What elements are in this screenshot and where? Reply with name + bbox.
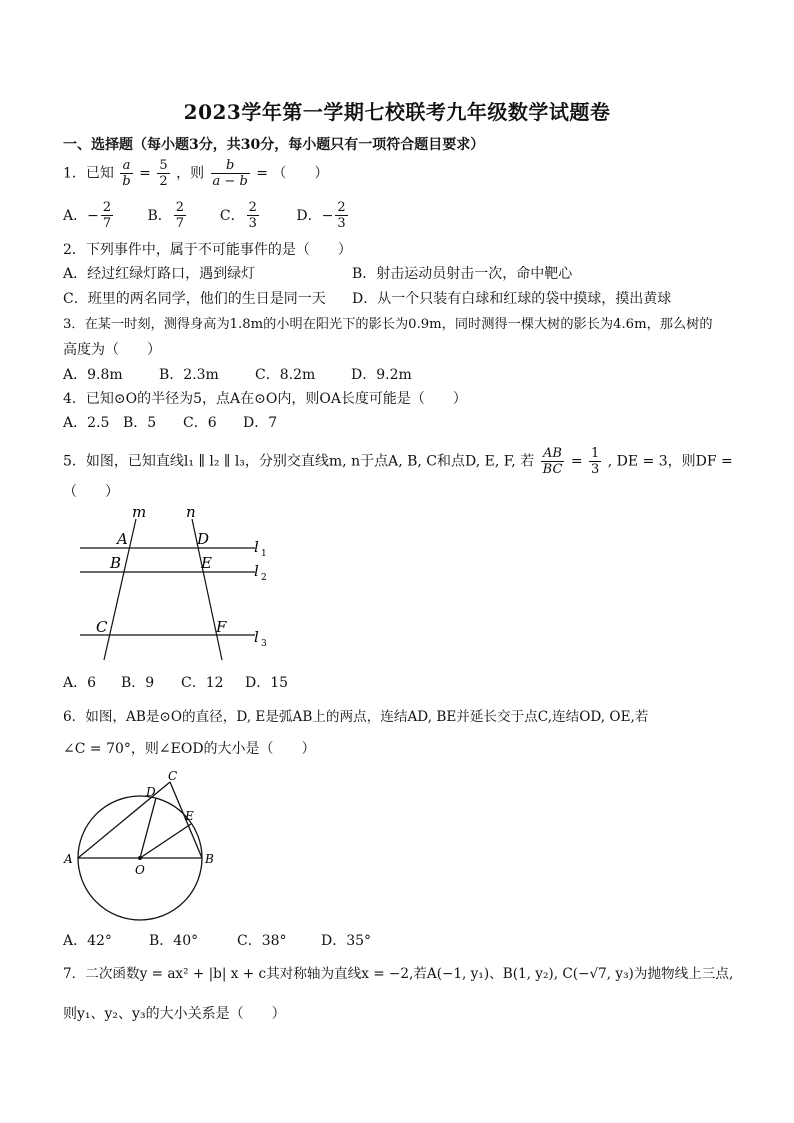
label-m: m [132,505,147,521]
label-D: D [146,785,156,799]
q5-option-a: A．6 [63,675,97,691]
question-3-stem-line2: 高度为（ ） [63,342,161,358]
q5-option-c: C．12 [181,675,224,691]
q5-answer-paren: （ ） [63,484,119,500]
center-point-O [138,856,142,860]
question-5-stem: 5．如图，已知直线l₁ ∥ l₂ ∥ l₃，分别交直线m, n于点A, B, C和点D, E, F, 若 $\frac{AB}{BC}$ = $\frac{1}{3}$ , DE = 3，则DF = [63,446,733,477]
question-4-options [63,413,277,433]
q1-option-b: B． $\frac{2}{7}$ [147,200,185,231]
label-n: n [186,505,196,521]
q3-option-a: A．9.8m [63,367,123,383]
q5-fraction-1-3: $\frac{1}{3}$ [591,446,600,477]
question-2-stem: 2．下列事件中，属于不可能事件的是（ ） [63,242,352,258]
question-6-stem-line2: ∠C = 70°，则∠EOD的大小是（ ） [63,741,316,757]
q4-option-a: A．2.5 [63,415,110,431]
q1-prefix: 1．已知 [63,165,114,182]
label-F: F [216,618,227,636]
page-title: 2023学年第一学期七校联考九年级数学试题卷 [183,100,611,124]
question-1-stem: 1．已知 $\frac{a}{b}$ = $\frac{5}{2}$ ，则 $\frac{b}{a - b}$ = （ ） [63,158,329,189]
q6-circle-figure [60,766,220,921]
label-l1: l [254,538,259,556]
q1-fraction-a-b: $\frac{a}{b}$ [122,158,131,189]
label-l3: l [254,628,259,646]
q3-option-b: B．2.3m [159,367,219,383]
svg-text:3: 3 [261,639,267,649]
question-5-options [63,673,288,693]
q6-option-a: A．42° [63,933,112,949]
question-7-stem-line1: 7．二次函数y = ax² + |b| x + c其对称轴为直线x = −2,若A(−1, y₁)、B(1, y₂), C(−√7, y₃)为抛物线上三点, [63,966,734,982]
q1-fraction-5-2: $\frac{5}{2}$ [159,158,168,189]
q1-option-d: D．− $\frac{2}{3}$ [296,200,346,231]
label-A: A [117,530,128,548]
question-6-stem-line1: 6．如图，AB是⊙O的直径，D, E是弧AB上的两点，连结AD, BE并延长交于点C,连结OD, OE,若 [63,709,649,725]
q2-option-b: B．射击运动员射击一次，命中靶心 [352,266,573,282]
q1-option-c: C． $\frac{2}{3}$ [219,200,257,231]
q2-option-c: C．班里的两名同学，他们的生日是同一天 [63,291,326,307]
label-E: E [201,554,212,572]
q1-option-a: A．− $\frac{2}{7}$ [63,200,112,231]
q2-option-d: D．从一个只装有白球和红球的袋中摸球，摸出黄球 [352,291,672,307]
q4-option-b: B．5 [123,415,157,431]
q4-option-c: C．6 [183,415,217,431]
question-3-stem-line1: 3．在某一时刻，测得身高为1.8m的小明在阳光下的影长为0.9m，同时测得一棵大树的影长为4.6m，那么树的 [63,317,713,332]
label-O: O [135,863,145,877]
q5-parallel-lines-figure [60,505,290,665]
question-4-stem: 4．已知⊙O的半径为5，点A在⊙O内，则OA长度可能是（ ） [63,391,467,407]
q1-fraction-b-over-a-minus-b: $\frac{b}{a - b}$ [212,158,248,189]
label-D: D [197,530,210,548]
q5-fraction-ab-bc: $\frac{AB}{BC}$ [542,446,563,477]
q5-option-b: B．9 [121,675,155,691]
svg-text:1: 1 [261,549,267,559]
q6-option-c: C．38° [237,933,287,949]
label-l2: l [254,562,259,580]
q6-option-b: B．40° [149,933,199,949]
q4-option-d: D．7 [243,415,278,431]
q5-option-d: D．15 [245,675,289,691]
question-3-options [63,365,412,385]
question-1-options [63,200,350,231]
q3-option-d: D．9.2m [351,367,412,383]
label-E: E [185,809,194,823]
section-heading: 一、选择题（每小题3分，共30分，每小题只有一项符合题目要求） [63,137,485,153]
label-B: B [110,554,122,572]
label-C: C [168,769,178,783]
label-B: B [205,852,214,866]
question-7-stem-line2: 则y₁、y₂、y₃的大小关系是（ ） [63,1006,286,1022]
question-6-options [63,931,371,951]
q6-option-d: D．35° [321,933,372,949]
q3-option-c: C．8.2m [255,367,316,383]
label-C: C [96,618,108,636]
q2-option-a: A．经过红绿灯路口，遇到绿灯 [63,266,256,282]
svg-text:2: 2 [261,573,267,583]
label-A: A [64,852,73,866]
